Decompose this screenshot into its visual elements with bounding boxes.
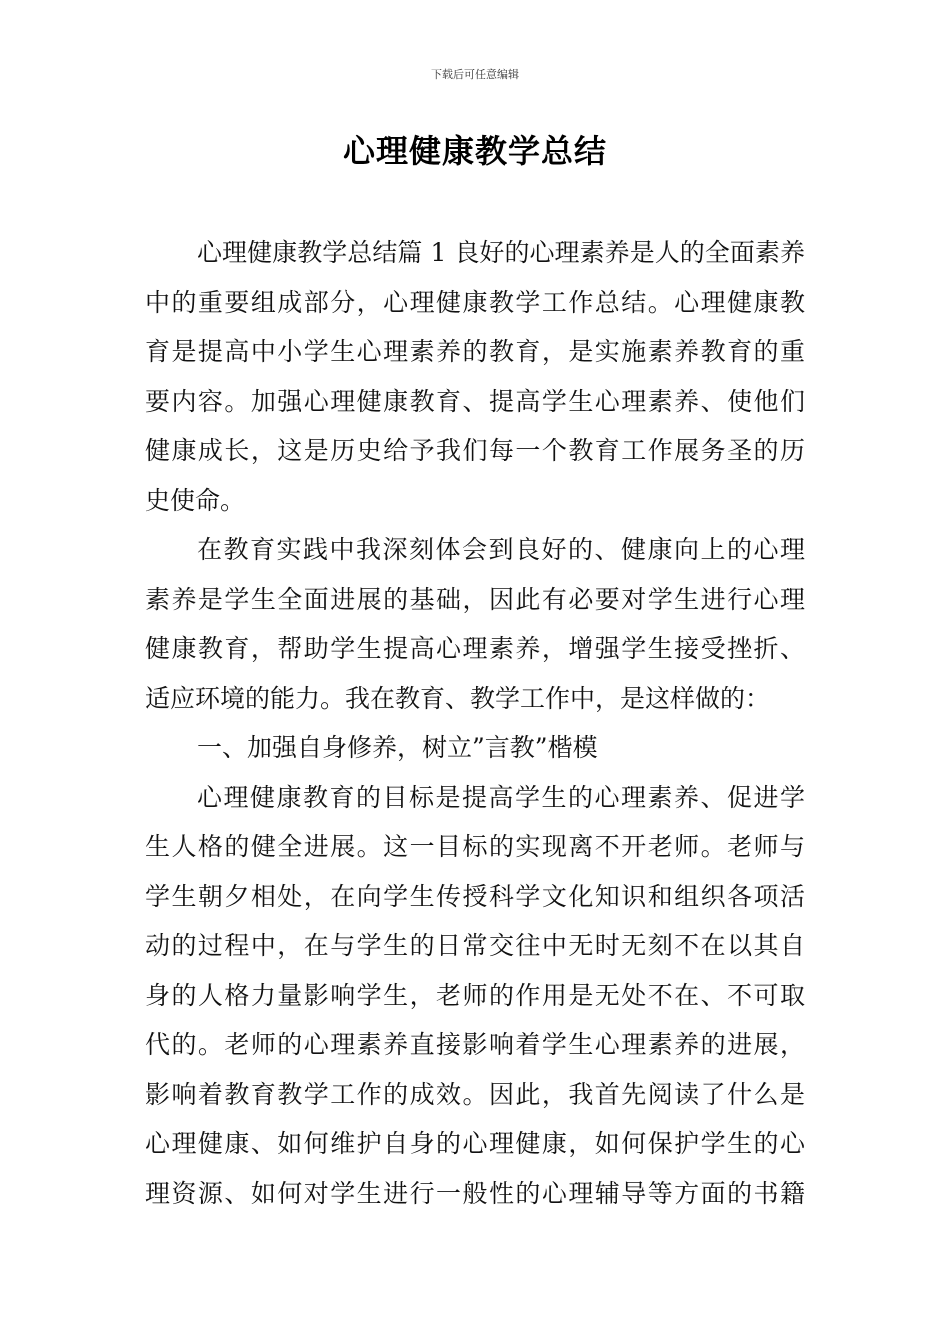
body-line: 学生朝夕相处，在向学生传授科学文化知识和组织各项活 bbox=[145, 881, 805, 911]
body-line: 育是提高中小学生心理素养的教育，是实施素养教育的重 bbox=[145, 337, 805, 366]
body-line: 心理健康、如何维护自身的心理健康，如何保护学生的心 bbox=[145, 1129, 805, 1158]
body-line: 在教育实践中我深刻体会到良好的、健康向上的心理 bbox=[197, 535, 805, 564]
body-line: 心理健康教育的目标是提高学生的心理素养、促进学 bbox=[197, 782, 805, 812]
body-line: 动的过程中，在与学生的日常交往中无时无刻不在以其自 bbox=[145, 931, 805, 960]
document-body bbox=[145, 228, 805, 1218]
body-line: 素养是学生全面进展的基础，因此有必要对学生进行心理 bbox=[145, 584, 805, 614]
body-line: 生人格的健全进展。这一目标的实现离不开老师。老师与 bbox=[145, 832, 805, 861]
document-title: 心理健康教学总结 bbox=[342, 132, 607, 170]
body-line: 理资源、如何对学生进行一般性的心理辅导等方面的书籍 bbox=[145, 1178, 805, 1208]
body-line: 影响着教育教学工作的成效。因此，我首先阅读了什么是 bbox=[145, 1079, 805, 1109]
body-line: 史使命。 bbox=[145, 485, 246, 515]
body-line: 中的重要组成部分，心理健康教学工作总结。心理健康教 bbox=[145, 287, 805, 317]
body-line: 健康教育，帮助学生提高心理素养，增强学生接受挫折、 bbox=[145, 634, 805, 663]
body-line: 适应环境的能力。我在教育、教学工作中，是这样做的： bbox=[145, 683, 771, 713]
header-note: 下载后可任意编辑 bbox=[431, 68, 519, 81]
body-line: 心理健康教学总结篇 1 良好的心理素养是人的全面素养 bbox=[197, 238, 805, 267]
body-line: 健康成长，这是历史给予我们每一个教育工作展务圣的历 bbox=[145, 436, 805, 465]
body-line: 代的。老师的心理素养直接影响着学生心理素养的进展， bbox=[145, 1030, 805, 1059]
body-line: 要内容。加强心理健康教育、提高学生心理素养、使他们 bbox=[145, 386, 805, 416]
body-line: 一、加强自身修养，树立”言教”楷模 bbox=[197, 733, 598, 762]
body-line: 身的人格力量影响学生，老师的作用是无处不在、不可取 bbox=[145, 980, 805, 1010]
